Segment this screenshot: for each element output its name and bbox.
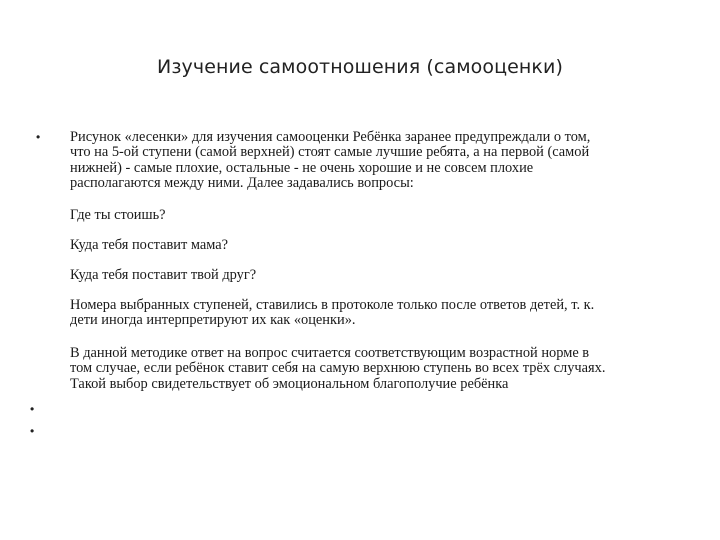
paragraph-line: Номера выбранных ступеней, ставились в протоколе только после ответов детей, т. к. xyxy=(70,297,595,313)
question-text: Куда тебя поставит твой друг? xyxy=(70,267,257,283)
slide-title: Изучение самоотношения (самооценки) xyxy=(157,56,563,78)
paragraph-line: располагаются между ними. Далее задавались вопросы: xyxy=(70,175,414,192)
bullet-marker-empty-2: • xyxy=(30,424,35,438)
question-text: Где ты стоишь? xyxy=(70,207,166,223)
paragraph-line: том случае, если ребёнок ставит себя на самую верхнюю ступень во всех трёх случаях. xyxy=(70,360,606,377)
paragraph-line: Рисунок «лесенки» для изучения самооценки Ребёнка заранее предупреждали о том, xyxy=(70,129,591,145)
paragraph-line: нижней) - самые плохие, остальные - не очень хорошие и не совсем плохие xyxy=(70,159,534,176)
paragraph-line: что на 5-ой ступени (самой верхней) стоят самые лучшие ребята, а на первой (самой xyxy=(70,144,590,161)
question-where-friend-puts xyxy=(70,268,702,283)
bullet-marker-empty-1: • xyxy=(30,402,35,416)
question-text: Куда тебя поставит мама? xyxy=(70,237,229,253)
bullet-marker-main: • xyxy=(36,130,41,144)
paragraph-line: В данной методике ответ на вопрос считается соответствующим возрастной норме в xyxy=(70,345,590,361)
question-where-mom-puts xyxy=(70,238,702,253)
paragraph-line: дети иногда интерпретируют их как «оценки». xyxy=(70,312,356,329)
question-where-you-stand xyxy=(70,208,702,223)
paragraph-protocol-note xyxy=(70,298,702,329)
paragraph-line: Такой выбор свидетельствует об эмоциональном благополучие ребёнка xyxy=(70,375,509,392)
paragraph-ladder-description xyxy=(70,130,702,192)
paragraph-age-norm xyxy=(70,346,702,392)
